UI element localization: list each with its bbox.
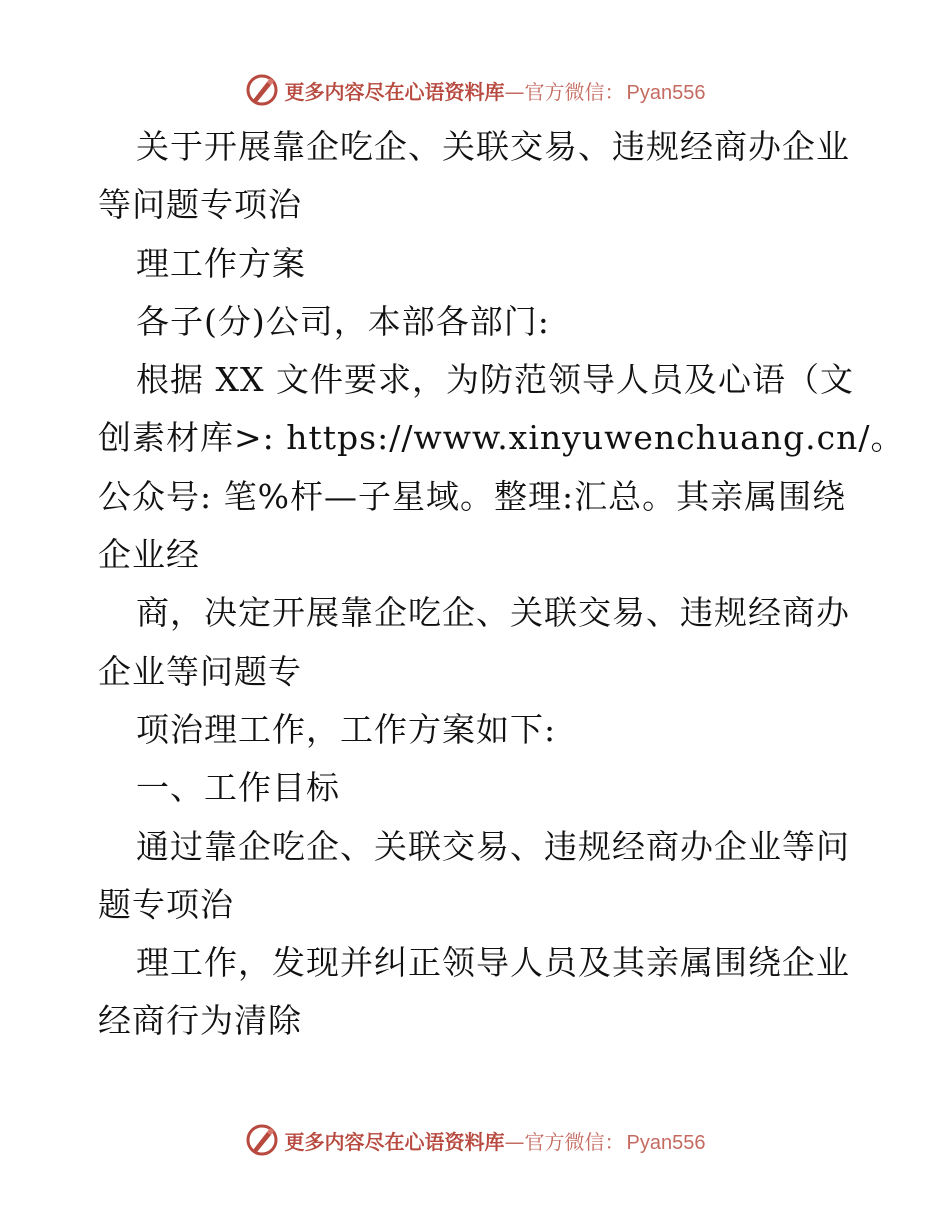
document-body [98, 118, 905, 1051]
watermark-sub-text: 官方微信： [524, 1129, 625, 1154]
watermark-dash: — [504, 1129, 525, 1154]
watermark-dash: — [504, 79, 525, 104]
text-line: 关于开展靠企吃企、关联交易、违规经商办企业 [136, 127, 850, 166]
text-line: 经商行为清除 [98, 1001, 302, 1041]
text-line: 项治理工作，工作方案如下: [136, 709, 557, 749]
text-line: 企业经 [98, 535, 200, 575]
section-heading: 一、工作目标 [136, 768, 340, 808]
text-line: 题专项治 [98, 884, 234, 924]
watermark-footer [0, 1120, 950, 1160]
watermark-wechat-id: Pyan556 [626, 1131, 706, 1154]
text-line: 创素材库>: https://www.xinyuwenchuang.cn/。 [98, 418, 905, 458]
watermark-wechat-id: Pyan556 [626, 81, 706, 104]
text-line: 等问题专项治 [98, 185, 302, 225]
watermark-sub-text: 官方微信： [524, 79, 625, 104]
watermark-main-text: 更多内容尽在心语资料库 [284, 79, 505, 104]
text-line: 通过靠企吃企、关联交易、违规经商办企业等问 [136, 826, 850, 866]
text-line: 公众号: 笔%杆—子星域。整理:汇总。其亲属围绕 [98, 476, 847, 516]
pen-logo-icon [245, 73, 279, 107]
text-line: 各子(分)公司，本部各部门: [136, 301, 550, 341]
pen-logo-icon [245, 1123, 279, 1157]
watermark-main-text: 更多内容尽在心语资料库 [284, 1129, 505, 1154]
text-line: 理工作，发现并纠正领导人员及其亲属围绕企业 [136, 943, 850, 983]
text-line: 根据 XX 文件要求，为防范领导人员及心语（文 [136, 360, 854, 400]
watermark-header [0, 70, 950, 110]
text-line: 企业等问题专 [98, 651, 302, 691]
text-line: 理工作方案 [136, 243, 306, 283]
text-line: 商，决定开展靠企吃企、关联交易、违规经商办 [136, 593, 850, 633]
